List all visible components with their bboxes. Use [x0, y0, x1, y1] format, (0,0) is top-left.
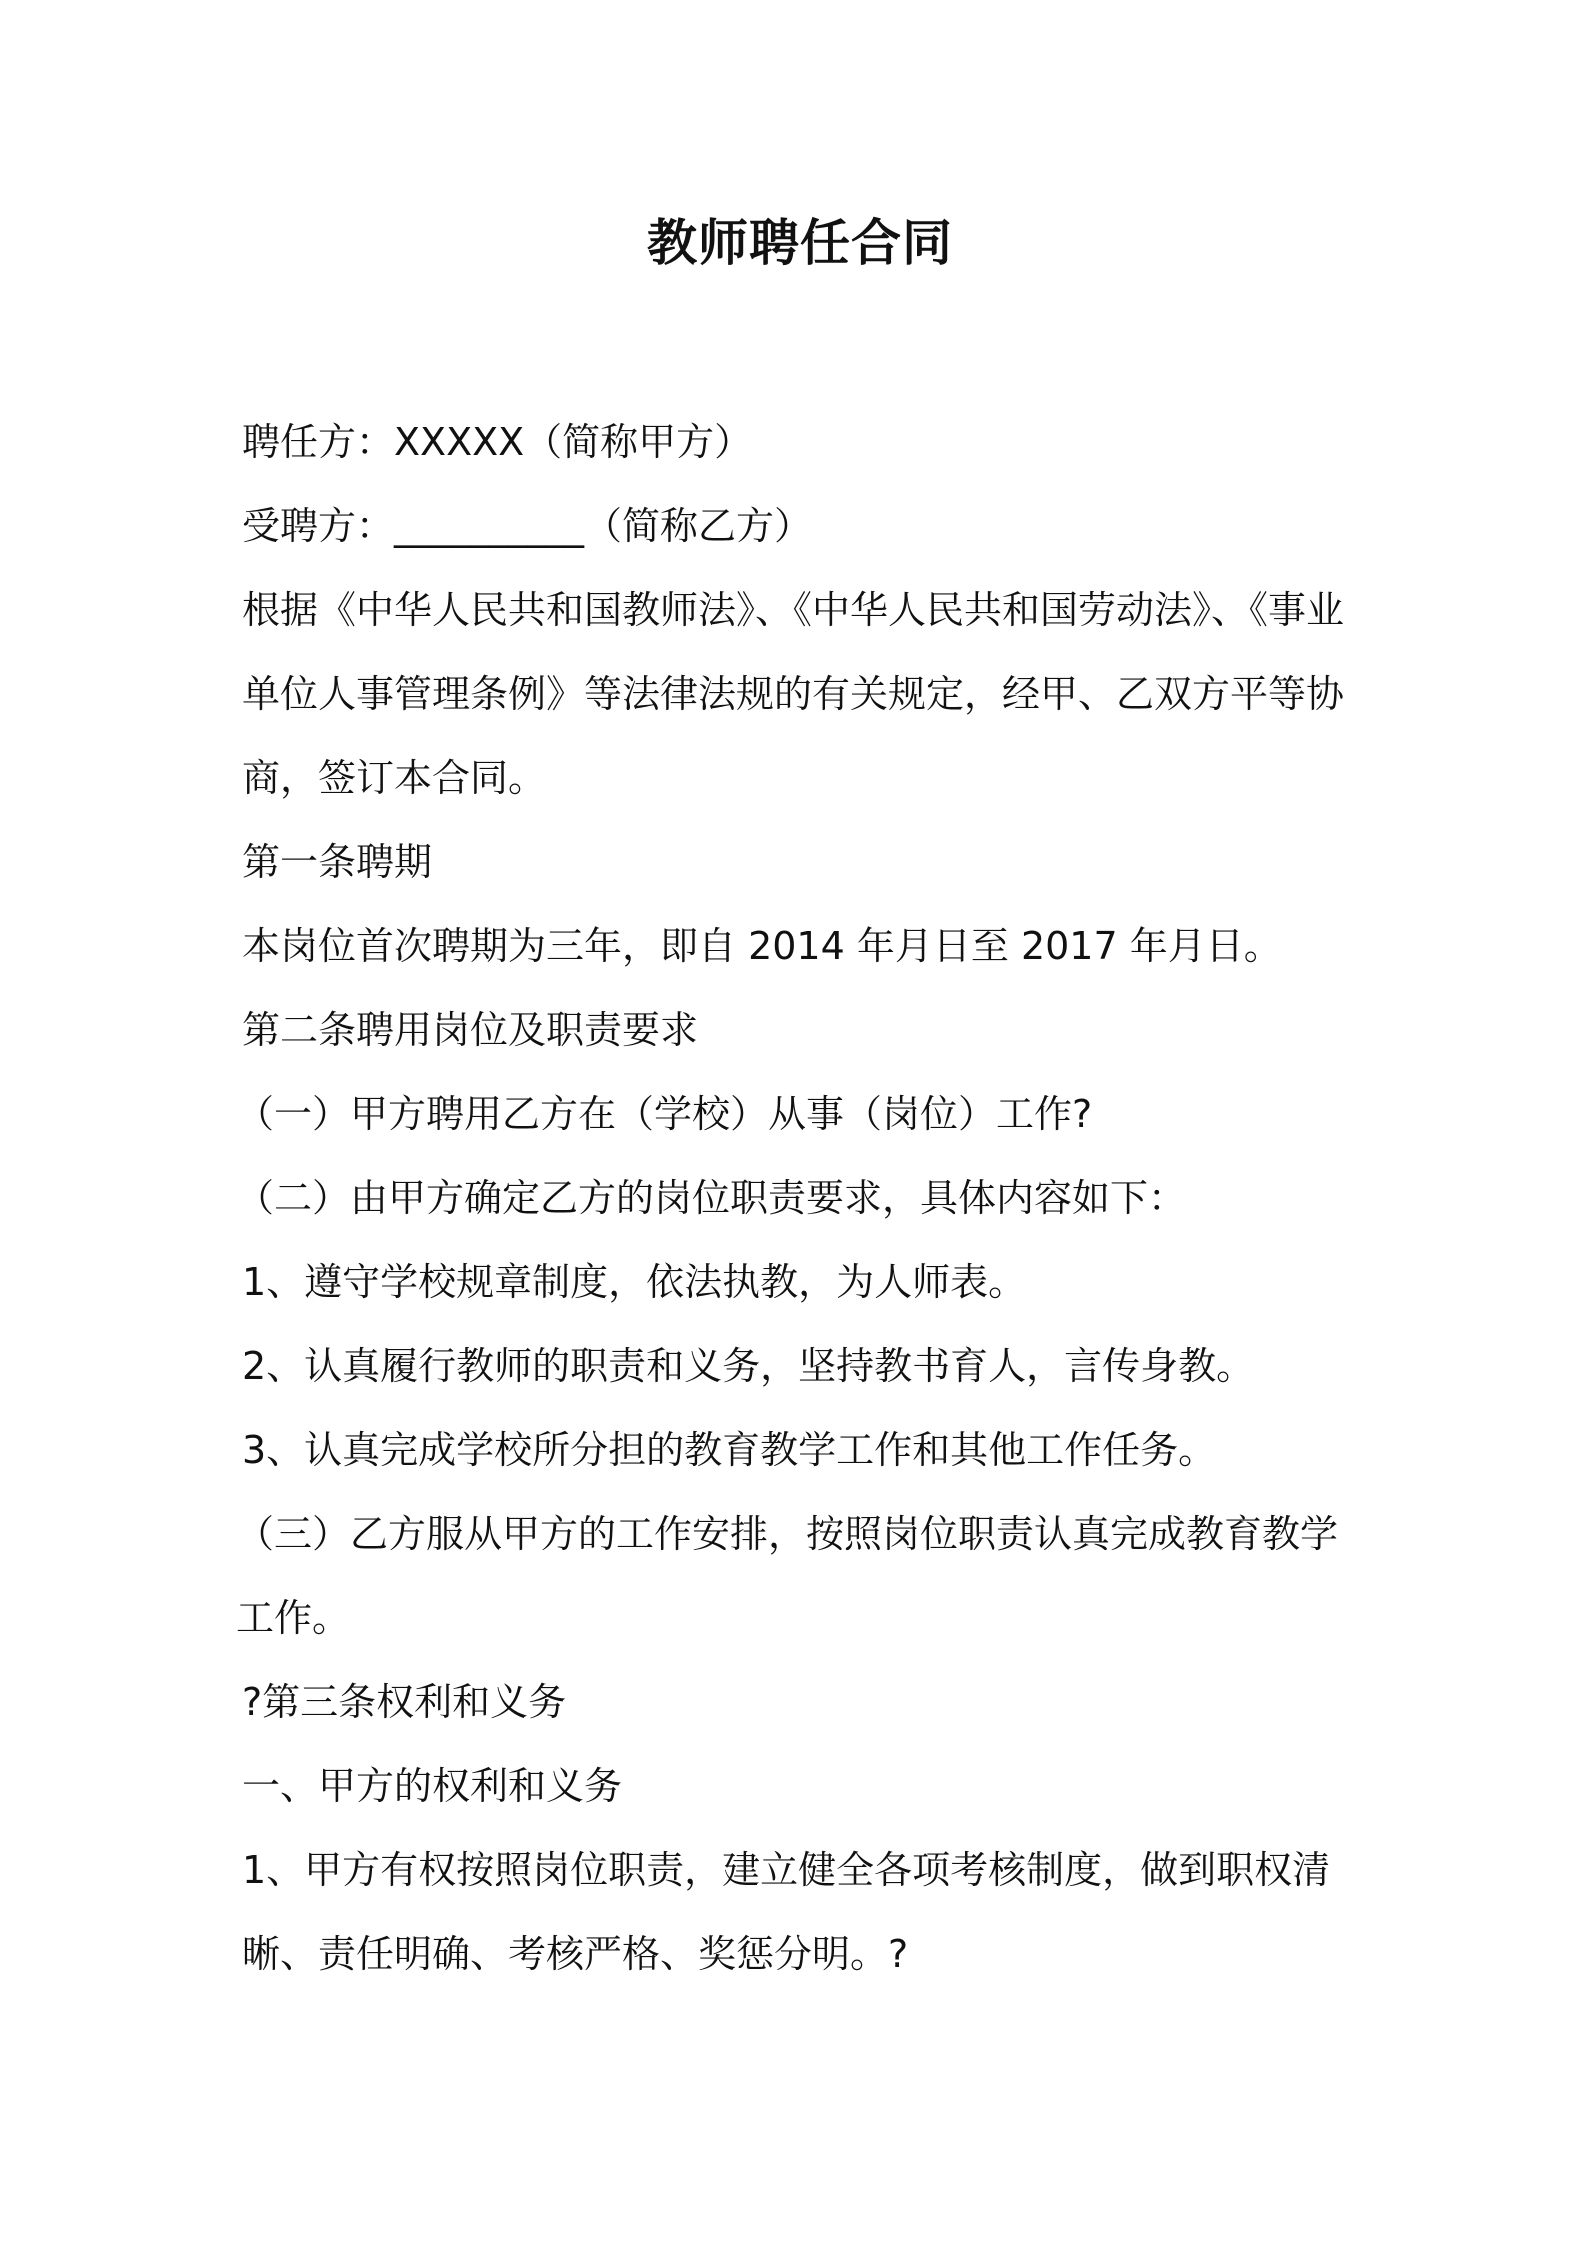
paragraph-employee: 受聘方：__________（简称乙方） [242, 504, 813, 548]
paragraph-legal-basis: 根据《中华人民共和国教师法》、《中华人民共和国劳动法》、《事业单位人事管理条例》等法律法规的有关规定，经甲、乙双方平等协商，签订本合同。 [242, 588, 1345, 800]
list-item-2: 2、认真履行教师的职责和义务，坚持教书育人，言传身教。 [242, 1344, 1255, 1388]
paragraph-term: 本岗位首次聘期为三年，即自 2014 年月日至 2017 年月日。 [242, 924, 1282, 968]
heading-article-1: 第一条聘期 [242, 840, 433, 884]
paragraph-employer: 聘任方：XXXXX（简称甲方） [242, 420, 753, 464]
list-item-1: 1、遵守学校规章制度，依法执教，为人师表。 [242, 1260, 1027, 1304]
paragraph-item-3: （三）乙方服从甲方的工作安排，按照岗位职责认真完成教育教学工作。 [236, 1512, 1339, 1640]
heading-article-3: ?第三条权利和义务 [242, 1680, 567, 1724]
paragraph-item-1: （一）甲方聘用乙方在（学校）从事（岗位）工作? [236, 1092, 1093, 1136]
list-item-3: 3、认真完成学校所分担的教育教学工作和其他工作任务。 [242, 1428, 1217, 1472]
heading-party-a-rights: 一、甲方的权利和义务 [242, 1764, 623, 1808]
document-title: 教师聘任合同 [647, 214, 953, 272]
paragraph-party-a-right-1: 1、甲方有权按照岗位职责，建立健全各项考核制度，做到职权清晰、责任明确、考核严格、奖惩分明。? [242, 1848, 1331, 1976]
paragraph-item-2: （二）由甲方确定乙方的岗位职责要求，具体内容如下： [236, 1176, 1187, 1220]
heading-article-2: 第二条聘用岗位及职责要求 [242, 1008, 699, 1052]
